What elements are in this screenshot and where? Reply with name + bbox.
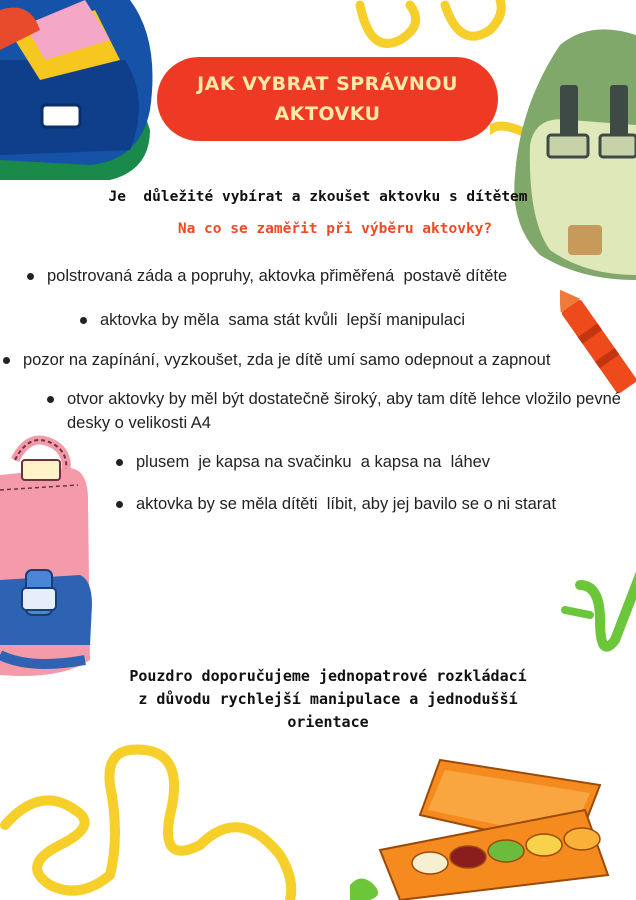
bullet-dot xyxy=(27,273,34,280)
list-item: otvor aktovky by měl být dostatečně široký, aby tam dítě lehce vložilo pevné desky o velikosti A4 xyxy=(47,387,632,435)
list-item: plusem je kapsa na svačinku a kapsa na láhev xyxy=(116,450,556,474)
title-line-1: JAK VYBRAT SPRÁVNOU xyxy=(197,73,458,95)
title-line-2: AKTOVKU xyxy=(274,103,381,125)
footer-line-2: z důvodu rychlejší manipulace a jednodušší xyxy=(138,690,518,708)
bullet-dot xyxy=(116,501,123,508)
paint-palette-icon xyxy=(350,755,610,900)
list-item: aktovka by se měla dítěti líbit, aby jej bavilo se o ni starat xyxy=(116,492,616,516)
list-item: aktovka by měla sama stát kvůli lepší manipulaci xyxy=(80,308,550,332)
green-squiggle xyxy=(560,570,636,670)
yellow-squiggle-top xyxy=(350,0,510,60)
footer-note xyxy=(60,665,596,734)
question-heading: Na co se zaměřit při výběru aktovky? xyxy=(177,221,493,237)
blue-backpack-icon xyxy=(0,0,160,180)
green-backpack-icon xyxy=(490,25,636,285)
bullet-dot xyxy=(116,459,123,466)
page-title xyxy=(157,57,498,141)
footer-line-1: Pouzdro doporučujeme jednopatrové rozkládací xyxy=(129,667,527,685)
footer-line-3: orientace xyxy=(287,713,369,731)
list-item: polstrovaná záda a popruhy, aktovka přiměřená postavě dítěte xyxy=(27,264,587,288)
list-item: pozor na zapínání, vyzkoušet, zda je dítě umí samo odepnout a zapnout xyxy=(3,348,633,372)
yellow-squiggle-bottom xyxy=(0,725,330,900)
bullet-dot xyxy=(47,396,54,403)
subtitle: Je důležité vybírat a zkoušet aktovku s dítětem xyxy=(108,189,528,205)
bullet-dot xyxy=(80,317,87,324)
pink-backpack-icon xyxy=(0,430,95,685)
bullet-dot xyxy=(3,357,10,364)
